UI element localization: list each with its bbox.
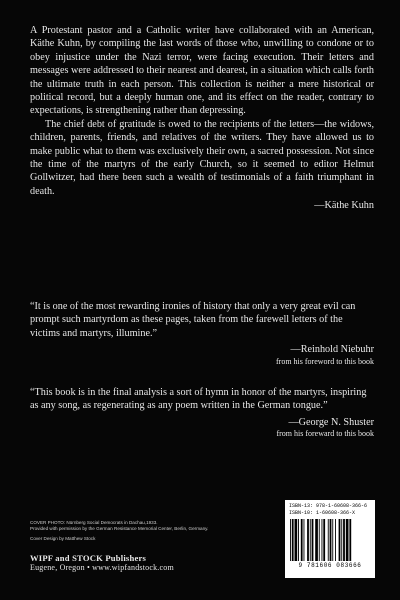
- barcode-bar: [301, 519, 303, 561]
- permission-credit: Provided with permission by the German Resistance Memorial Center, Berlin, Germany.: [30, 526, 209, 531]
- barcode-bar: [339, 519, 341, 561]
- barcode-bar: [319, 519, 320, 561]
- barcode-bars: [289, 519, 371, 561]
- blurb-paragraph-1: A Protestant pastor and a Catholic writer have collaborated with an American, Käthe Kuhn, by compiling the last words of those who, unwilling to condone or to obey injustice under the Nazi terror, were facing execution. Their letters and messages were addressed to their nearest and dearest, in a situation which calls forth the ultimate truth in each person. This collection is neither a mere historical or political record, but a deeply human one, and its effect on the reader, contrary to expectations, is strengthening rather than depressing.: [30, 25, 374, 117]
- barcode-digits: 9 781606 083666: [298, 562, 362, 569]
- back-cover-blurb: [30, 24, 374, 213]
- cover-photo-credit: COVER PHOTO: Nürnberg Social Democrats in Dachau,1933.: [30, 520, 158, 525]
- quote-text: “It is one of the most rewarding ironies of history that only a very great evil can prompt such martyrdom as these pages, taken from the farewell letters of the victims and martyrs, illumine.”: [30, 301, 356, 339]
- barcode-bar: [304, 519, 305, 561]
- quote-source: from his foreward to this book: [276, 429, 374, 439]
- isbn-13-label: ISBN-13: 978-1-60608-366-6: [289, 503, 368, 509]
- blurb-paragraph-2: The chief debt of gratitude is owed to the recipients of the letters—the widows, children, parents, friends, and relatives of the writers. They have allowed us to make public what to them was exclusively their own, a sacred possession. Not since the time of the martyrs of the early Church, so it seemed to editor Helmut Gollwitzer, had there been such a wealth of testimonials of a faith triumphant in death.: [30, 118, 374, 197]
- barcode-bar: [295, 519, 298, 561]
- barcode-bar: [343, 519, 345, 561]
- barcode-bar: [322, 519, 323, 561]
- barcode-bar: [349, 519, 351, 561]
- barcode-bar: [332, 519, 333, 561]
- barcode-bar: [315, 519, 318, 561]
- barcode-bar: [323, 519, 325, 561]
- barcode-bar: [330, 519, 332, 561]
- quote-author: —Reinhold Niebuhr: [290, 344, 374, 356]
- quote-source: from his foreword to this book: [276, 356, 374, 366]
- quote-attribution: [30, 343, 374, 366]
- cover-design-credit: Cover Design by Matthew Stock: [30, 536, 96, 541]
- publisher-location: Eugene, Oregon • www.wipfandstock.com: [30, 563, 174, 572]
- barcode-bar: [307, 519, 309, 561]
- cover-credits: [30, 520, 280, 542]
- isbn-barcode: [285, 500, 375, 578]
- barcode-bar: [312, 519, 314, 561]
- barcode-bar: [335, 519, 336, 561]
- barcode-bar: [290, 519, 291, 561]
- barcode-bar: [292, 519, 294, 561]
- barcode-bar: [310, 519, 311, 561]
- blurb-signature: —Käthe Kuhn: [314, 200, 374, 212]
- barcode-bar: [298, 519, 299, 561]
- quote-text: “This book is in the final analysis a sort of hymn in honor of the martyrs, inspiring as any song, as regenerating as any poem written in the German tongue.”: [30, 387, 367, 412]
- barcode-bar: [346, 519, 349, 561]
- publisher-imprint: [30, 553, 174, 573]
- barcode-bar: [341, 519, 342, 561]
- isbn-10-label: ISBN-10: 1-60608-366-X: [289, 509, 356, 516]
- endorsement-quote-niebuhr: [30, 300, 374, 367]
- endorsement-quote-shuster: [30, 386, 374, 439]
- quote-attribution: [30, 416, 374, 439]
- barcode-bar: [328, 519, 329, 561]
- publisher-name: WIPF and STOCK Publishers: [30, 553, 147, 563]
- quote-author: —George N. Shuster: [288, 416, 374, 428]
